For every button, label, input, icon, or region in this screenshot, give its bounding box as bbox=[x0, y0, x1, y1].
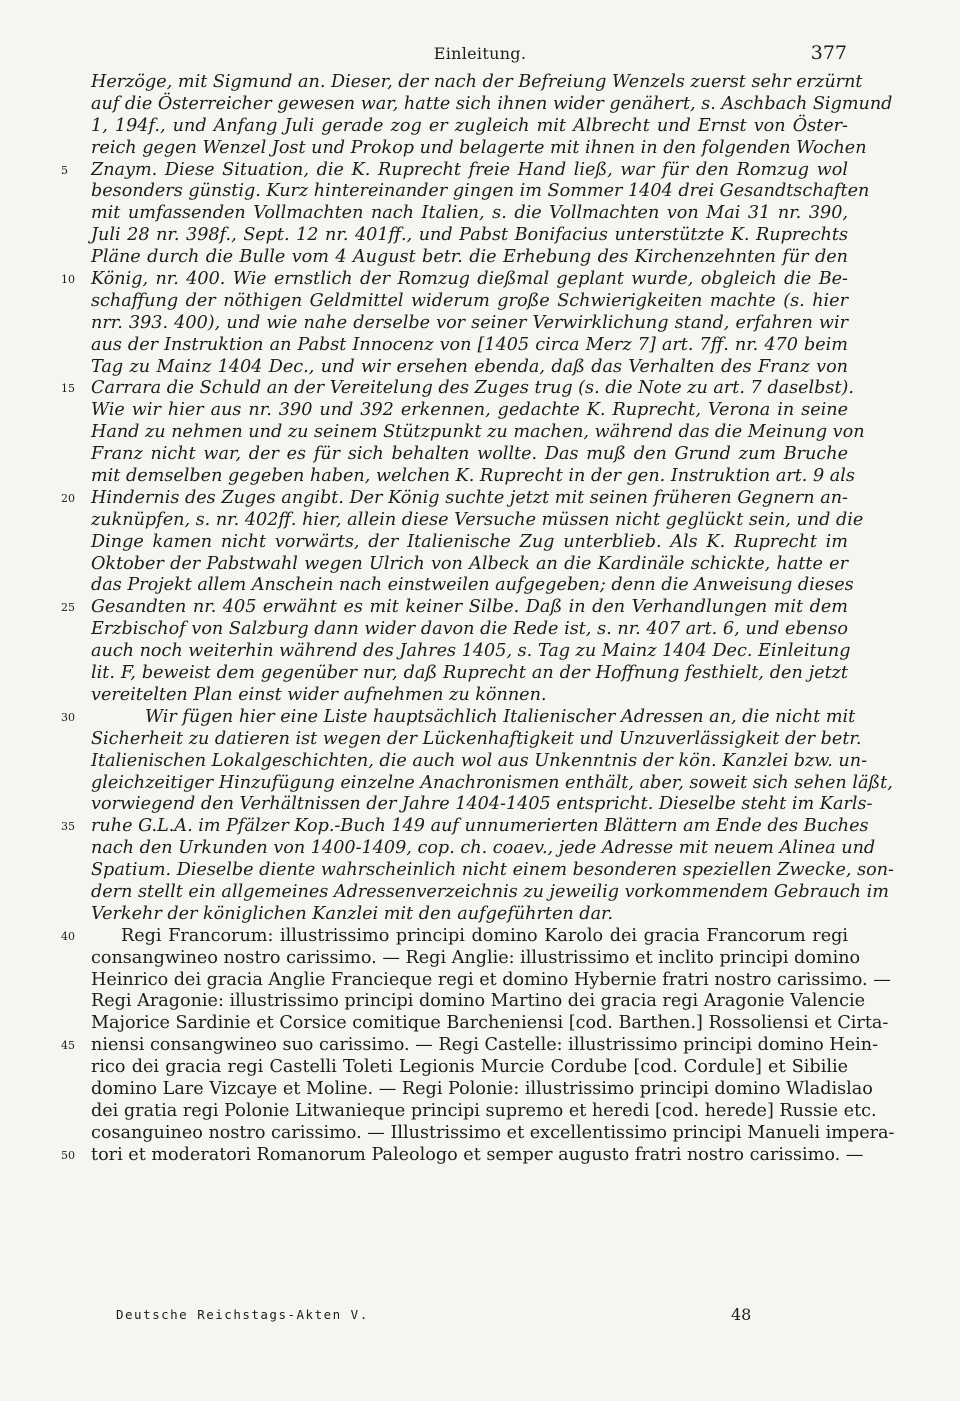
line-text: Erzbischof von Salzburg dann wider davon die Rede ist, s. nr. 407 art. 6, und ebenso bbox=[91, 619, 848, 640]
line-text: Sicherheit zu datieren ist wegen der Lückenhaftigkeit und Unzuverlässigkeit der betr. bbox=[91, 728, 862, 749]
text-line bbox=[91, 313, 848, 335]
line-text: König, nr. 400. Wie ernstlich der Romzug dießmal geplant wurde, obgleich die Be- bbox=[91, 269, 848, 290]
line-number: 40 bbox=[61, 929, 75, 943]
page-number: 377 bbox=[810, 42, 847, 64]
text-line bbox=[91, 444, 848, 466]
text-line bbox=[91, 575, 854, 597]
text-line bbox=[91, 619, 848, 641]
line-text: Italienischen Lokalgeschichten, die auch wol aus Unkenntnis der kön. Kanzlei bzw. un- bbox=[91, 750, 868, 771]
text-line bbox=[61, 597, 848, 619]
line-text: Wie wir hier aus nr. 390 und 392 erkennen, gedachte K. Ruprecht, Verona in seine bbox=[91, 400, 848, 421]
line-text: Carrara die Schuld an der Vereitelung des Zuges trug (s. die Note zu art. 7 daselbst). bbox=[91, 378, 854, 399]
line-text: tori et moderatori Romanorum Paleologo et semper augusto fratri nostro carissimo. — bbox=[91, 1144, 864, 1165]
line-text: Znaym. Diese Situation, die K. Ruprecht freie Hand ließ, war für den Romzug wol bbox=[91, 159, 848, 180]
line-number: 45 bbox=[61, 1039, 75, 1053]
text-line bbox=[91, 838, 876, 860]
text-line bbox=[61, 816, 869, 838]
text-line bbox=[61, 706, 856, 729]
text-line bbox=[91, 357, 848, 379]
text-line bbox=[91, 203, 848, 225]
line-text: ruhe G.L.A. im Pfälzer Kop.-Buch 149 auf unnumerierten Blättern am Ende des Buches bbox=[91, 816, 869, 837]
line-text: Regi Francorum: illustrissimo principi domino Karolo dei gracia Francorum regi bbox=[121, 925, 848, 946]
line-text: zuknüpfen, s. nr. 402ff. hier, allein diese Versuche müssen nicht geglückt sein, und die bbox=[91, 509, 864, 530]
text-line bbox=[91, 1057, 848, 1079]
text-line bbox=[61, 1035, 879, 1057]
text-line bbox=[91, 291, 848, 313]
line-text: aus der Instruktion an Pabst Innocenz von [1405 circa Merz 7] art. 7ff. nr. 470 beim bbox=[91, 334, 848, 355]
text-line bbox=[91, 335, 848, 357]
text-line bbox=[91, 554, 848, 576]
line-text: Herzöge, mit Sigmund an. Dieser, der nach der Befreiung Wenzels zuerst sehr erzürnt bbox=[91, 72, 863, 92]
line-number: 30 bbox=[61, 710, 75, 724]
line-text: mit demselben gegeben haben, welchen K. Ruprecht in der gen. Instruktion art. 9 als bbox=[91, 466, 855, 487]
text-line bbox=[61, 487, 848, 510]
text-line bbox=[61, 159, 848, 182]
line-text: lit. F, beweist dem gegenüber nur, daß Ruprecht an der Hoffnung festhielt, den jetzt bbox=[91, 663, 848, 684]
text-line bbox=[91, 991, 865, 1013]
line-text: Tag zu Mainz 1404 Dec., und wir ersehen ebenda, daß das Verhalten des Franz von bbox=[91, 356, 848, 377]
text-line bbox=[91, 641, 851, 663]
line-text: Regi Aragonie: illustrissimo principi domino Martino dei gracia regi Aragonie Valencie bbox=[91, 991, 865, 1012]
line-text: Gesandten nr. 405 erwähnt es mit keiner Silbe. Daß in den Verhandlungen mit dem bbox=[91, 597, 848, 618]
text-line bbox=[91, 400, 848, 422]
text-line bbox=[91, 1078, 873, 1101]
line-text: 1, 194f., und Anfang Juli gerade zog er zugleich mit Albrecht und Ernst von Öster- bbox=[91, 115, 848, 136]
line-text: vereitelten Plan einst wider aufnehmen zu können. bbox=[91, 684, 547, 705]
text-line bbox=[91, 663, 848, 685]
line-text: consangwineo nostro carissimo. — Regi Anglie: illustrissimo et inclito principi domino bbox=[91, 947, 861, 968]
line-text: Majorice Sardinie et Corsice comitique Barcheniensi [cod. Barthen.] Rossoliensi et Cirta- bbox=[91, 1013, 889, 1034]
line-text: Heinrico dei gracia Anglie Francieque regi et domino Hybernie fratri nostro carissimo. — bbox=[91, 969, 891, 990]
text-line bbox=[61, 925, 848, 948]
line-text: dei gratia regi Polonie Litwanieque principi supremo et heredi [cod. herede] Russie etc. bbox=[91, 1100, 877, 1121]
text-line bbox=[91, 532, 848, 554]
line-text: cosanguineo nostro carissimo. — Illustrissimo et excellentissimo principi Manueli impera- bbox=[91, 1122, 895, 1143]
line-text: nrr. 393. 400), und wie nahe derselbe vor seiner Verwirklichung stand, erfahren wir bbox=[91, 312, 848, 333]
text-line bbox=[91, 1122, 895, 1145]
line-text: domino Lare Vizcaye et Moline. — Regi Polonie: illustrissimo principi domino Wladislao bbox=[91, 1078, 873, 1099]
main-text bbox=[61, 72, 895, 1167]
line-text: nach den Urkunden von 1400-1409, cop. ch. coaev., jede Adresse mit neuem Alinea und bbox=[91, 838, 876, 859]
line-text: reich gegen Wenzel Jost und Prokop und belagerte mit ihnen in den folgenden Wochen bbox=[91, 137, 867, 158]
text-line bbox=[91, 881, 889, 904]
text-line bbox=[91, 247, 848, 269]
text-line bbox=[91, 137, 867, 160]
sheet-number: 48 bbox=[731, 1305, 752, 1324]
text-line bbox=[91, 947, 861, 970]
text-line bbox=[91, 1100, 877, 1123]
line-number: 50 bbox=[61, 1148, 75, 1162]
line-text: dern stellt ein allgemeines Adressenverzeichnis zu jeweilig vorkommendem Gebrauch im bbox=[91, 881, 889, 902]
text-line bbox=[91, 72, 863, 94]
text-line bbox=[91, 772, 893, 795]
text-line bbox=[91, 685, 848, 707]
text-line bbox=[91, 225, 848, 247]
text-line bbox=[91, 969, 891, 992]
text-line bbox=[91, 181, 870, 203]
text-line bbox=[61, 378, 854, 400]
line-text: Spatium. Dieselbe diente wahrscheinlich nicht einem besonderen speziellen Zwecke, son- bbox=[91, 860, 895, 881]
text-line bbox=[91, 93, 893, 116]
text-line bbox=[91, 422, 865, 444]
text-line bbox=[91, 794, 873, 816]
line-text: auf die Österreicher gewesen war, hatte sich ihnen wider genähert, s. Aschbach Sigmund bbox=[91, 93, 893, 114]
text-line bbox=[91, 860, 895, 882]
text-line bbox=[91, 509, 864, 532]
line-text: niensi consangwineo suo carissimo. — Regi Castelle: illustrissimo principi domino Hein- bbox=[91, 1035, 879, 1056]
text-line bbox=[91, 904, 848, 926]
text-line bbox=[91, 750, 868, 773]
line-number: 15 bbox=[61, 382, 75, 396]
line-text: Wir fügen hier eine Liste hauptsächlich Italienischer Adressen an, die nicht mit bbox=[145, 706, 856, 727]
running-head: Einleitung. bbox=[433, 44, 527, 63]
line-text: mit umfassenden Vollmachten nach Italien, s. die Vollmachten von Mai 31 nr. 390, bbox=[91, 203, 848, 224]
text-line bbox=[61, 269, 848, 291]
line-text: schaffung der nöthigen Geldmittel widerum große Schwierigkeiten machte (s. hier bbox=[91, 290, 848, 311]
line-text: auch noch weiterhin während des Jahres 1405, s. Tag zu Mainz 1404 Dec. Einleitung bbox=[91, 641, 851, 662]
text-line bbox=[91, 466, 855, 488]
line-text: gleichzeitiger Hinzufügung einzelne Anachronismen enthält, aber, soweit sich sehen läßt, bbox=[91, 772, 893, 793]
text-line bbox=[91, 116, 848, 138]
page-header bbox=[0, 40, 960, 70]
text-line bbox=[91, 1013, 889, 1035]
line-number: 5 bbox=[61, 163, 68, 177]
line-text: Pläne durch die Bulle vom 4 August betr. die Erhebung des Kirchenzehnten für den bbox=[91, 247, 848, 268]
line-text: Hand zu nehmen und zu seinem Stützpunkt zu machen, während das die Meinung von bbox=[91, 422, 865, 443]
sheet-signature: Deutsche Reichstags-Akten V. bbox=[116, 1307, 369, 1322]
line-text: Juli 28 nr. 398f., Sept. 12 nr. 401ff., und Pabst Bonifacius unterstützte K. Ruprechts bbox=[91, 225, 848, 246]
line-text: vorwiegend den Verhältnissen der Jahre 1404-1405 entspricht. Dieselbe steht im Karls- bbox=[91, 794, 873, 815]
line-number: 20 bbox=[61, 491, 75, 505]
line-text: besonders günstig. Kurz hintereinander gingen im Sommer 1404 drei Gesandtschaften bbox=[91, 181, 870, 202]
line-number: 35 bbox=[61, 820, 75, 834]
line-text: das Projekt allem Anschein nach einstweilen aufgegeben; denn die Anweisung dieses bbox=[91, 575, 854, 596]
line-text: Dinge kamen nicht vorwärts, der Italienische Zug unterblieb. Als K. Ruprecht im bbox=[91, 531, 848, 552]
line-text: Oktober der Pabstwahl wegen Ulrich von Albeck an die Kardinäle schickte, hatte er bbox=[91, 553, 848, 574]
text-line bbox=[91, 728, 862, 751]
line-text: Franz nicht war, der es für sich behalten wollte. Das muß den Grund zum Bruche bbox=[91, 444, 848, 465]
line-number: 25 bbox=[61, 601, 75, 615]
line-text: Verkehr der königlichen Kanzlei mit den aufgeführten dar. bbox=[91, 903, 614, 924]
line-text: Hindernis des Zuges angibt. Der König suchte jetzt mit seinen früheren Gegnern an- bbox=[91, 487, 848, 508]
line-number: 10 bbox=[61, 273, 75, 287]
page-footer bbox=[91, 1305, 848, 1329]
line-text: rico dei gracia regi Castelli Toleti Legionis Murcie Cordube [cod. Cordule] et Sibilie bbox=[91, 1057, 848, 1078]
text-line bbox=[61, 1144, 864, 1167]
